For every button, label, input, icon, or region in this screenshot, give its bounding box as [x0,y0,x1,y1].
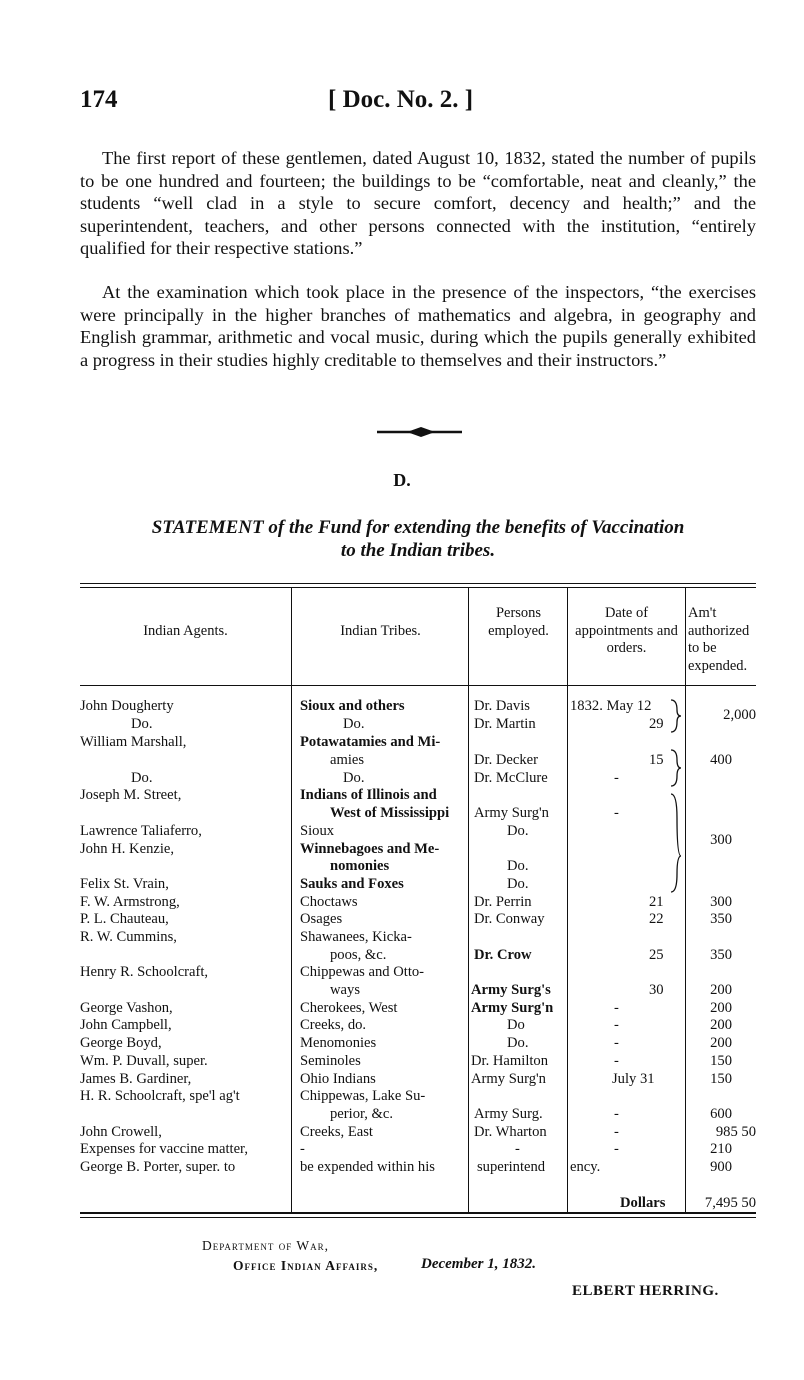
person-employed: Army Surg'n [474,805,549,821]
amount-value: 210 [710,1141,732,1157]
appointment-date: - [614,805,619,821]
amount-value: 200 [710,982,732,998]
statement-title-line1: STATEMENT of the Fund for extending the benefits of Vaccination [151,517,685,538]
amount-value: 2,000 [723,707,756,723]
ornament-divider [377,425,462,439]
column-divider [291,587,292,1212]
amount-value: 300 [710,832,732,848]
agent-name: John Crowell, [80,1124,162,1140]
tribe-name: West of Mississippi [330,805,450,821]
person-employed: Dr. Crow [474,947,532,963]
statement-title-line2: to the Indian tribes. [340,540,496,561]
table-top-rule-2 [80,587,756,588]
appointment-date: 29 [649,716,664,732]
tribe-name: Sauks and Foxes [300,876,404,892]
document-title: [ Doc. No. 2. ] [328,86,474,113]
agent-name: John H. Kenzie, [80,841,175,857]
tribe-name: be expended within his [300,1159,435,1175]
tribe-name: Sioux and others [300,698,405,714]
amount-value: 400 [710,752,732,768]
agent-name: Lawrence Taliaferro, [80,823,202,839]
grouping-brace [667,698,683,898]
department-line: Department of War, [202,1238,330,1253]
tribe-name: ways [330,982,360,998]
person-employed: Army Surg's [471,982,551,998]
column-divider [468,587,469,1212]
person-employed: superintend [477,1159,546,1175]
tribe-name: Choctaws [300,894,358,910]
tribe-name: Creeks, East [300,1124,373,1140]
person-employed: Do [507,1017,525,1033]
appointment-date: - [614,1124,619,1140]
appointment-date: July 31 [612,1071,655,1087]
appointment-date: - [614,1000,619,1016]
person-employed: Dr. Davis [474,698,530,714]
appointment-date: - [614,1141,619,1157]
header-date-of-appointments: Date of appointments and orders. [575,605,678,656]
person-employed: Dr. Martin [474,716,536,732]
amount-value: 900 [710,1159,732,1175]
tribe-name: Winnebagoes and Me- [300,841,440,857]
appointment-date: 22 [649,911,664,927]
appointment-date: - [614,1106,619,1122]
amount-value: 350 [710,911,732,927]
person-employed: Army Surg. [474,1106,543,1122]
agent-name: John Campbell, [80,1017,172,1033]
appointment-date: 15 [649,752,664,768]
person-employed: Dr. Wharton [474,1124,547,1140]
person-employed: Do. [507,876,529,892]
tribe-name: Creeks, do. [300,1017,367,1033]
header-persons-employed: Persons employed. [488,605,549,639]
agent-name: Henry R. Schoolcraft, [80,964,209,980]
page-number: 174 [80,86,118,113]
appointment-date: 1832. May 12 [570,698,652,714]
person-employed: Dr. Conway [474,911,545,927]
total-label: Dollars [620,1195,666,1211]
agent-name: Felix St. Vrain, [80,876,169,892]
agent-name: George Vashon, [80,1000,173,1016]
table-top-rule [80,583,756,584]
section-letter: D. [393,470,411,490]
amount-value: 200 [710,1000,732,1016]
paragraph-report: The first report of these gentlemen, dated August 10, 1832, stated the number of pupils to be one hundred and fourteen; the buildings to be “comfortable, neat and cleanly,” the students “well clad in a style to secure comfort, decency and health;” and the superintendent, teachers, and other persons connected with the institution, “entirely qualified for their respective stations.” [80,148,756,258]
agent-name: P. L. Chauteau, [80,911,169,927]
tribe-name: Cherokees, West [300,1000,398,1016]
tribe-name: Menomonies [300,1035,377,1051]
person-employed: - [515,1141,520,1157]
person-employed: Dr. Decker [474,752,539,768]
appointment-date: 21 [649,894,664,910]
agent-name: George Boyd, [80,1035,162,1051]
tribe-name: perior, &c. [330,1106,394,1122]
agent-name: John Dougherty [80,698,174,714]
office-line: Office Indian Affairs, [233,1258,379,1273]
appointment-date: - [614,770,619,786]
agent-name: F. W. Armstrong, [80,894,180,910]
tribe-name: amies [330,752,365,768]
tribe-name: - [300,1141,305,1157]
agent-name: Joseph M. Street, [80,787,182,803]
agent-name: Expenses for vaccine matter, [80,1141,248,1157]
person-employed: Dr. Perrin [474,894,532,910]
person-employed: Army Surg'n [471,1071,546,1087]
appointment-date: 25 [649,947,664,963]
appointment-date: ency. [570,1159,601,1175]
header-indian-agents: Indian Agents. [143,623,228,639]
tribe-name: Sioux [300,823,335,839]
agent-name: William Marshall, [80,734,187,750]
amount-value: 200 [710,1035,732,1051]
signature: ELBERT HERRING. [572,1283,719,1299]
agent-name: James B. Gardiner, [80,1071,192,1087]
person-employed: Do. [507,1035,529,1051]
appointment-date: - [614,1017,619,1033]
column-divider [685,587,686,1212]
column-divider [567,587,568,1212]
tribe-name: Ohio Indians [300,1071,376,1087]
amount-value: 600 [710,1106,732,1122]
person-employed: Do. [507,858,529,874]
total-value: 7,495 50 [704,1195,756,1211]
tribe-name: Seminoles [300,1053,361,1069]
agent-name: George B. Porter, super. to [80,1159,236,1175]
header-indian-tribes: Indian Tribes. [340,623,421,639]
table-bottom-rule-2 [80,1217,756,1218]
agent-name: Do. [131,770,153,786]
header-bottom-rule [80,685,756,686]
paragraph-examination: At the examination which took place in the presence of the inspectors, “the exercises were principally in the higher branches of mathematics and algebra, in geography and English grammar, arithmetic and vocal music, during which the pupils generally exhibited a progress in their studies highly creditable to themselves and their instructors.” [80,282,756,370]
amount-value: 150 [710,1053,732,1069]
amount-value: 985 50 [715,1124,756,1140]
person-employed: Dr. McClure [474,770,548,786]
appointment-date: - [614,1035,619,1051]
tribe-name: Chippewas, Lake Su- [300,1088,426,1104]
agent-name: Wm. P. Duvall, super. [80,1053,208,1069]
tribe-name: Osages [300,911,343,927]
tribe-name: Do. [343,770,365,786]
appointment-date: - [614,1053,619,1069]
tribe-name: Indians of Illinois and [300,787,437,803]
tribe-name: Chippewas and Otto- [300,964,425,980]
agent-name: Do. [131,716,153,732]
amount-value: 300 [710,894,732,910]
agent-name: H. R. Schoolcraft, spe'l ag't [80,1088,240,1104]
amount-value: 150 [710,1071,732,1087]
tribe-name: Shawanees, Kicka- [300,929,412,945]
tribe-name: Potawatamies and Mi- [300,734,441,750]
appointment-date: 30 [649,982,664,998]
person-employed: Army Surg'n [471,1000,554,1016]
header-amount-authorized: Am't authorized to be expended. [688,605,750,674]
statement-title [76,516,760,562]
person-employed: Do. [507,823,529,839]
amount-value: 200 [710,1017,732,1033]
agent-name: R. W. Cummins, [80,929,177,945]
tribe-name: Do. [343,716,365,732]
tribe-name: nomonies [330,858,390,874]
person-employed: Dr. Hamilton [471,1053,549,1069]
footer-date: December 1, 1832. [421,1256,536,1272]
tribe-name: poos, &c. [330,947,387,963]
amount-value: 350 [710,947,732,963]
